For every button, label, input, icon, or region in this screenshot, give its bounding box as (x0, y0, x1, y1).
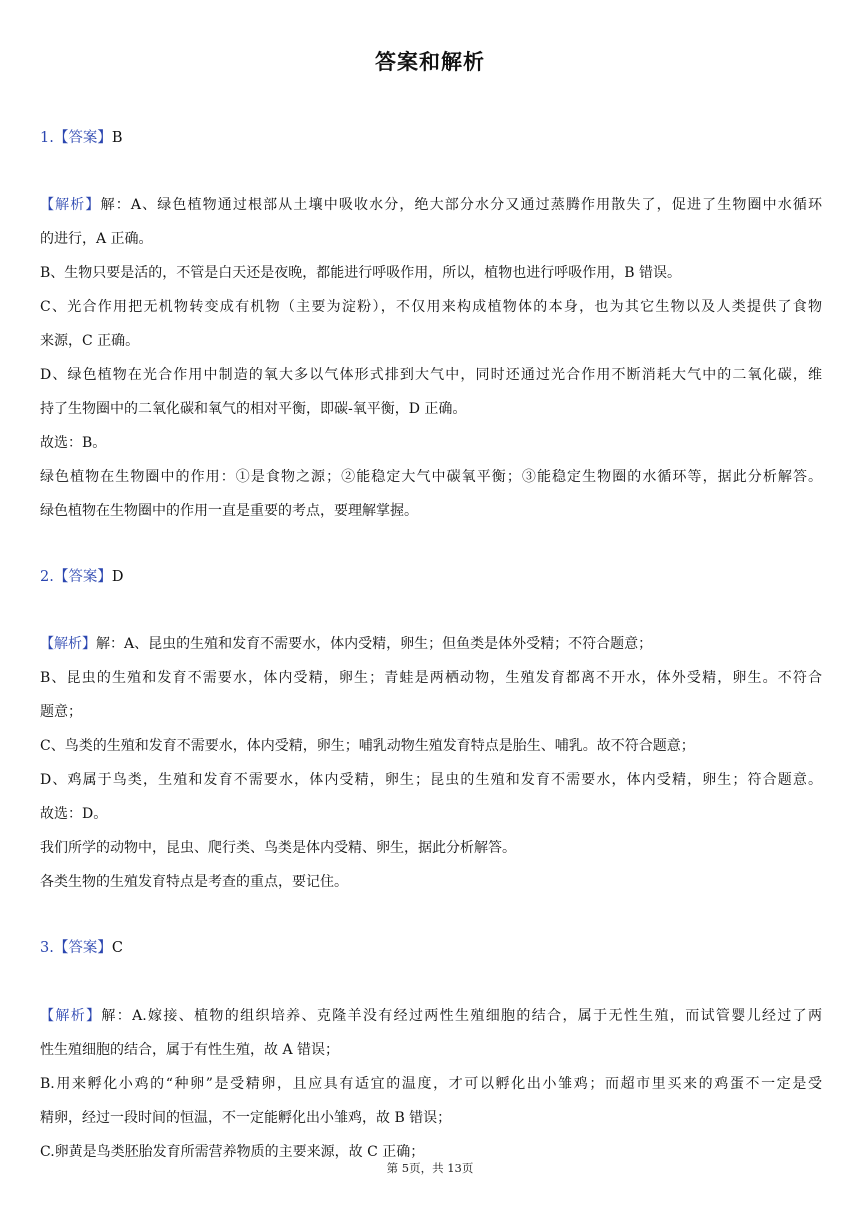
page-title: 答案和解析 (375, 50, 485, 74)
analysis-line: 来源，C 正确。 (40, 333, 140, 349)
answer-tag: 答案 (68, 940, 98, 956)
bracket-open: 【 (53, 569, 69, 585)
question-number: 3. (40, 940, 54, 956)
analysis-tag: 解析 (55, 1008, 87, 1024)
analysis-block-2 (40, 627, 822, 899)
analysis-line: 故选：B。 (40, 435, 107, 451)
analysis-line: 的进行，A 正确。 (40, 231, 153, 247)
answer-line-3 (40, 938, 123, 958)
question-number: 1. (40, 130, 54, 146)
bracket-close: 】 (85, 197, 101, 213)
bracket-open: 【 (40, 636, 54, 652)
analysis-line: 精卵，经过一段时间的恒温，不一定能孵化出小雏鸡，故 B 错误； (40, 1110, 452, 1126)
bracket-close: 】 (97, 569, 112, 585)
analysis-line: 各类生物的生殖发育特点是考查的重点，要记住。 (40, 874, 348, 890)
analysis-line: 绿色植物在生物圈中的作用：①是食物之源；②能稳定大气中碳氧平衡；③能稳定生物圈的水循环等，据此分析解答。 (40, 469, 822, 485)
analysis-line: 性生殖细胞的结合，属于有性生殖，故 A 错误； (40, 1042, 340, 1058)
analysis-line: C.卵黄是鸟类胚胎发育所需营养物质的主要来源，故 C 正确； (40, 1144, 425, 1160)
analysis-line: 持了生物圈中的二氧化碳和氧气的相对平衡，即碳-氧平衡，D 正确。 (40, 401, 467, 417)
bracket-close: 】 (97, 130, 112, 146)
answer-value: D (111, 569, 124, 585)
analysis-tag: 解析 (54, 636, 82, 652)
bracket-open: 【 (40, 1008, 56, 1024)
analysis-line: 【解析】解：A、昆虫的生殖和发育不需要水，体内受精，卵生；但鱼类是体外受精；不符合题意； (40, 636, 653, 652)
analysis-line: D、鸡属于鸟类，生殖和发育不需要水，体内受精，卵生；昆虫的生殖和发育不需要水，体内受精，卵生；符合题意。 (40, 772, 822, 788)
analysis-line: 题意； (40, 704, 82, 720)
answer-tag: 答案 (68, 130, 98, 146)
answer-tag: 答案 (68, 569, 98, 585)
analysis-tag: 解析 (55, 197, 86, 213)
answer-value: B (111, 130, 123, 146)
answer-line-2 (40, 567, 123, 587)
analysis-line: D、绿色植物在光合作用中制造的氧大多以气体形式排到大气中，同时还通过光合作用不断消耗大气中的二氧化碳，维 (40, 367, 822, 383)
bracket-open: 【 (53, 940, 69, 956)
bracket-close: 】 (86, 1008, 102, 1024)
analysis-line: 绿色植物在生物圈中的作用一直是重要的考点，要理解掌握。 (40, 503, 418, 519)
answer-value: C (111, 940, 123, 956)
analysis-line: B、生物只要是活的，不管是白天还是夜晚，都能进行呼吸作用，所以，植物也进行呼吸作用，B 错误。 (40, 265, 682, 281)
analysis-block-1 (40, 188, 822, 528)
bracket-close: 】 (97, 940, 112, 956)
bracket-open: 【 (53, 130, 69, 146)
answer-line-1 (40, 128, 123, 148)
analysis-line: C、鸟类的生殖和发育不需要水，体内受精，卵生；哺乳动物生殖发育特点是胎生、哺乳。故不符合题意； (40, 738, 695, 754)
analysis-line: B.用来孵化小鸡的“种卵”是受精卵，且应具有适宜的温度，才可以孵化出小雏鸡；而超市里买来的鸡蛋不一定是受 (40, 1076, 822, 1092)
analysis-line: 【解析】解：A.嫁接、植物的组织培养、克隆羊没有经过两性生殖细胞的结合，属于无性生殖，而试管婴儿经过了两 (40, 1008, 822, 1024)
analysis-line: 我们所学的动物中，昆虫、爬行类、鸟类是体内受精、卵生，据此分析解答。 (40, 840, 516, 856)
analysis-line: B、昆虫的生殖和发育不需要水，体内受精，卵生；青蛙是两栖动物，生殖发育都离不开水，体外受精，卵生。不符合 (40, 670, 822, 686)
bracket-close: 】 (82, 636, 96, 652)
question-number: 2. (40, 569, 54, 585)
analysis-block-3 (40, 999, 822, 1169)
bracket-open: 【 (40, 197, 56, 213)
analysis-line: 故选：D。 (40, 806, 108, 822)
analysis-line: 【解析】解：A、绿色植物通过根部从土壤中吸收水分，绝大部分水分又通过蒸腾作用散失了，促进了生物圈中水循环 (40, 197, 822, 213)
analysis-line: C、光合作用把无机物转变成有机物（主要为淀粉），不仅用来构成植物体的本身，也为其它生物以及人类提供了食物 (40, 299, 822, 315)
page-footer: 第 5页，共 13页 (386, 1161, 474, 1175)
